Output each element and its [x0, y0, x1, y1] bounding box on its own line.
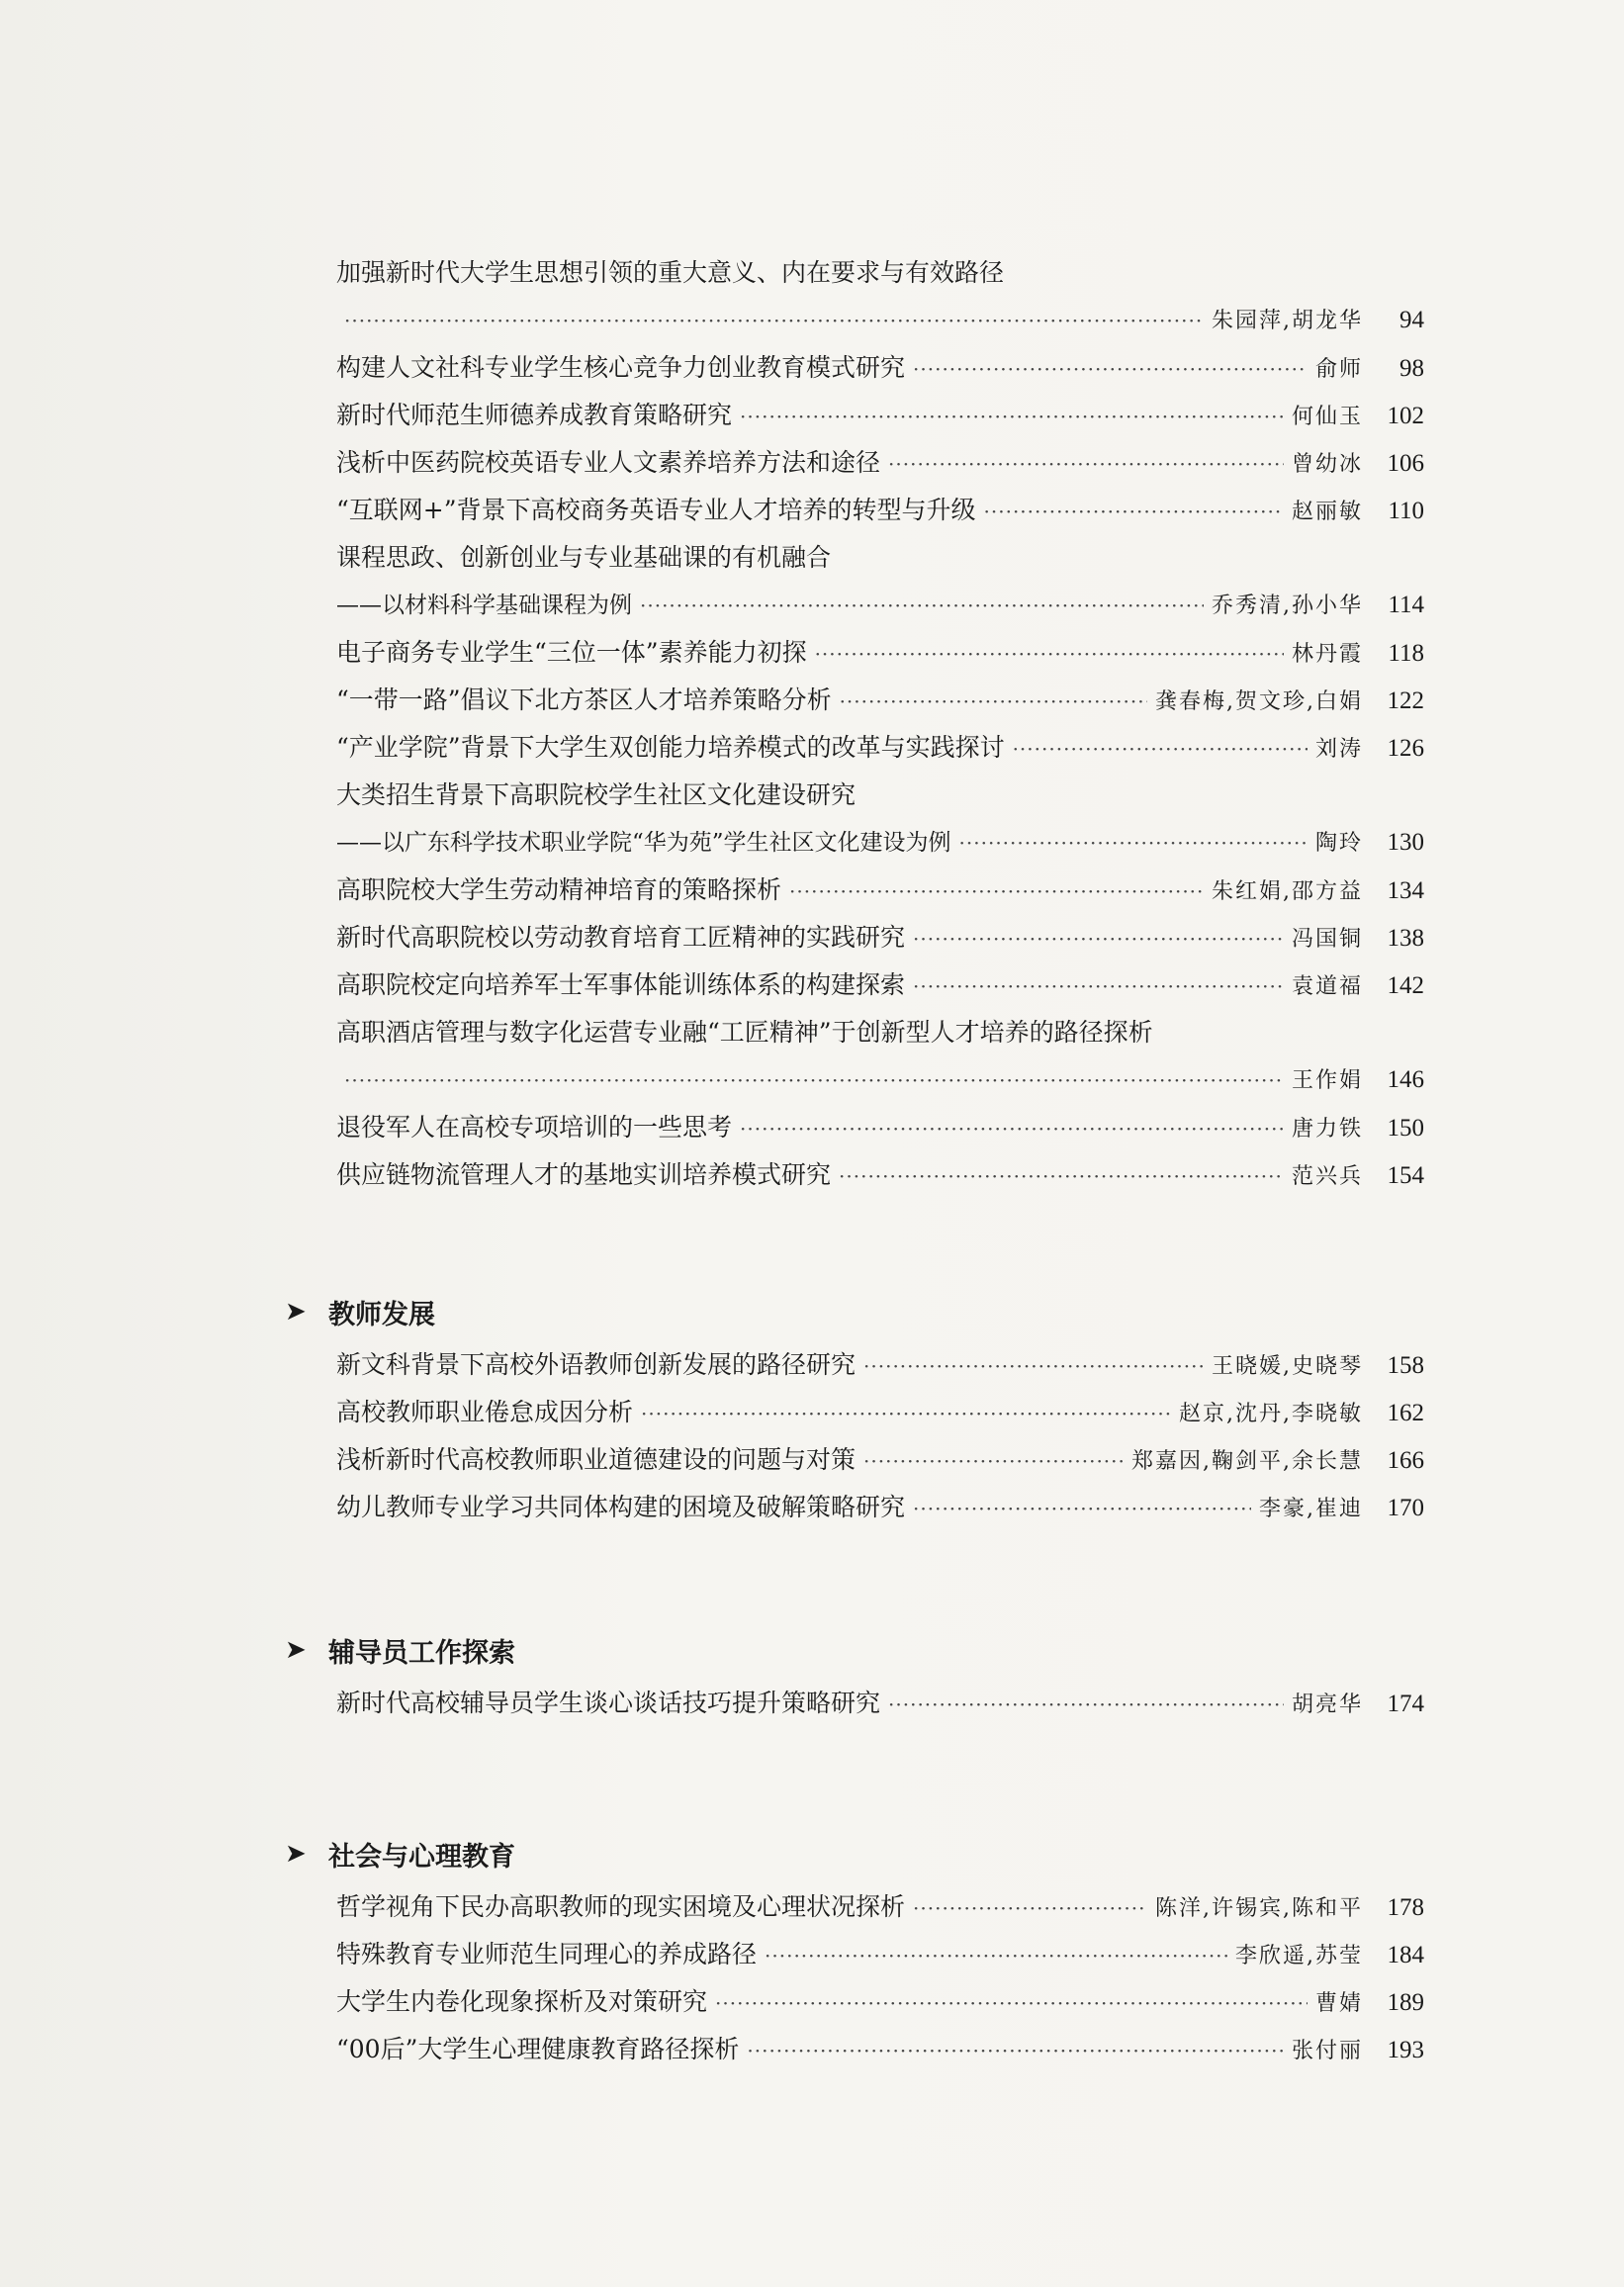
toc-entry[interactable]	[336, 1341, 1424, 1389]
entry-authors: 李豪,崔迪	[1259, 1497, 1363, 1521]
entry-title: 大类招生背景下高职院校学生社区文化建设研究	[336, 780, 857, 809]
leader-dots	[959, 819, 1308, 867]
leader-dots	[863, 1342, 1204, 1390]
leader-dots	[789, 868, 1204, 915]
entry-row	[336, 819, 1424, 867]
entry-page-number: 114	[1388, 592, 1424, 618]
entry-authors: 何仙玉	[1291, 405, 1363, 429]
entry-row	[336, 961, 1424, 1009]
entry-authors: 曾幼冰	[1291, 452, 1363, 477]
entry-page-number: 142	[1387, 972, 1424, 999]
leader-dots	[1013, 725, 1308, 773]
toc-entry[interactable]	[336, 392, 1424, 439]
entry-row	[336, 1341, 1424, 1389]
entry-title: 构建人文社科专业学生核心竞争力创业教育模式研究	[336, 353, 906, 382]
entry-page-number: 122	[1387, 687, 1424, 714]
arrow-icon: ➤	[285, 1297, 307, 1326]
toc-entry[interactable]	[336, 1931, 1424, 1978]
section-spacer	[336, 1531, 1424, 1626]
entry-page-number: 134	[1387, 877, 1424, 904]
table-of-contents	[285, 249, 1424, 2073]
entry-page-number: 162	[1387, 1400, 1424, 1426]
entry-authors: 乔秀清,孙小华	[1212, 594, 1363, 618]
entry-authors: 郑嘉因,鞠剑平,余长慧	[1131, 1449, 1363, 1474]
entry-title: 新时代高职院校以劳动教育培育工匠精神的实践研究	[336, 923, 906, 952]
entry-row	[336, 582, 1424, 629]
entry-row	[336, 1883, 1424, 1931]
entry-row	[336, 1680, 1424, 1727]
entry-page-number: 193	[1387, 2037, 1424, 2063]
toc-entry[interactable]	[336, 1883, 1424, 1931]
entry-authors: 陶玲	[1314, 831, 1363, 856]
entry-title: 特殊教育专业师范生同理心的养成路径	[336, 1940, 758, 1968]
entry-row	[336, 677, 1424, 724]
entry-row	[336, 1484, 1424, 1531]
toc-entry[interactable]	[336, 2026, 1424, 2073]
entry-page-number: 106	[1387, 450, 1424, 477]
toc-entry[interactable]	[336, 487, 1424, 534]
leader-dots	[740, 393, 1284, 440]
leader-dots	[344, 297, 1204, 344]
entry-authors: 朱园萍,胡龙华	[1212, 309, 1363, 333]
entry-page-number: 178	[1387, 1894, 1424, 1921]
toc-entry[interactable]	[336, 724, 1424, 772]
entry-title: 浅析中医药院校英语专业人文素养培养方法和途径	[336, 448, 881, 477]
entry-page-number: 189	[1387, 1989, 1424, 2016]
entry-row	[336, 1104, 1424, 1151]
leader-dots	[888, 440, 1284, 488]
arrow-icon: ➤	[285, 1635, 307, 1665]
leader-dots	[913, 962, 1284, 1010]
leader-dots	[840, 678, 1147, 725]
entry-title: 新文科背景下高校外语教师创新发展的路径研究	[336, 1350, 857, 1379]
entry-row	[336, 344, 1424, 392]
entry-authors: 袁道福	[1291, 974, 1363, 999]
entry-authors: 林丹霞	[1291, 642, 1363, 667]
toc-entry[interactable]	[336, 1151, 1424, 1199]
entry-row	[336, 487, 1424, 534]
entry-title: 高职院校大学生劳动精神培育的策略探析	[336, 875, 782, 904]
entry-page-number: 118	[1388, 640, 1424, 667]
entry-title: 高校教师职业倦怠成因分析	[336, 1398, 634, 1426]
entry-authors: 赵丽敏	[1291, 500, 1363, 524]
entry-page-number: 150	[1387, 1115, 1424, 1142]
entry-page-number: 126	[1387, 735, 1424, 762]
leader-dots	[765, 1932, 1227, 1979]
toc-entry[interactable]	[336, 867, 1424, 914]
toc-entry[interactable]	[336, 914, 1424, 961]
entry-title: 新时代师范生师德养成教育策略研究	[336, 401, 733, 429]
entry-row	[336, 724, 1424, 772]
leader-dots	[913, 1485, 1251, 1532]
section-title: 社会与心理教育	[328, 1841, 515, 1873]
entry-authors: 冯国铜	[1291, 927, 1363, 952]
toc-entry[interactable]	[336, 629, 1424, 677]
entry-authors: 胡亮华	[1291, 1692, 1363, 1717]
toc-entry[interactable]	[336, 1389, 1424, 1436]
entry-title: 加强新时代大学生思想引领的重大意义、内在要求与有效路径	[336, 258, 1005, 287]
entry-title: 电子商务专业学生“三位一体”素养能力初探	[336, 638, 807, 667]
leader-dots	[344, 1056, 1284, 1104]
entry-title: “00后”大学生心理健康教育路径探析	[336, 2035, 740, 2063]
toc-entry[interactable]	[336, 534, 1424, 629]
leader-dots	[863, 1437, 1124, 1485]
entry-page-number: 184	[1387, 1942, 1424, 1968]
entry-title: 幼儿教师专业学习共同体构建的困境及破解策略研究	[336, 1493, 906, 1521]
entry-page-number: 158	[1387, 1352, 1424, 1379]
entry-title: 大学生内卷化现象探析及对策研究	[336, 1987, 708, 2016]
entry-row	[336, 1151, 1424, 1199]
entry-title: “产业学院”背景下大学生双创能力培养模式的改革与实践探讨	[336, 733, 1005, 762]
entry-authors: 陈洋,许锡宾,陈和平	[1155, 1896, 1363, 1921]
entry-title: 高职酒店管理与数字化运营专业融“工匠精神”于创新型人才培养的路径探析	[336, 1018, 1153, 1047]
entry-page-number: 174	[1387, 1691, 1424, 1717]
entry-authors: 赵京,沈丹,李晓敏	[1179, 1402, 1363, 1426]
section-heading	[285, 1288, 1424, 1335]
entry-title: 课程思政、创新创业与专业基础课的有机融合	[336, 543, 832, 572]
section-spacer	[336, 1727, 1424, 1830]
toc-entry[interactable]	[336, 1009, 1424, 1104]
entry-authors: 龚春梅,贺文珍,白娟	[1155, 689, 1363, 714]
leader-dots	[984, 488, 1284, 535]
entry-title: 高职院校定向培养军士军事体能训练体系的构建探索	[336, 970, 906, 999]
toc-entry[interactable]	[336, 772, 1424, 867]
section-heading	[285, 1626, 1424, 1674]
section-spacer	[336, 1199, 1424, 1288]
entry-authors: 王作娟	[1291, 1068, 1363, 1093]
entry-row	[336, 392, 1424, 439]
entry-page-number: 98	[1399, 355, 1424, 382]
entry-authors: 范兴兵	[1291, 1164, 1363, 1189]
leader-dots	[815, 630, 1284, 678]
entry-row	[336, 1389, 1424, 1436]
leader-dots	[913, 915, 1284, 962]
entry-row	[336, 297, 1424, 344]
toc-entry[interactable]	[336, 249, 1424, 344]
entry-title: “互联网+”背景下高校商务英语专业人才培养的转型与升级	[336, 496, 976, 524]
entry-row	[336, 1436, 1424, 1484]
entry-title: 浅析新时代高校教师职业道德建设的问题与对策	[336, 1445, 857, 1474]
entry-authors: 朱红娟,邵方益	[1212, 879, 1363, 904]
entry-row	[336, 867, 1424, 914]
entry-row	[336, 1978, 1424, 2026]
entry-page-number: 170	[1387, 1495, 1424, 1521]
entry-authors: 刘涛	[1314, 737, 1363, 762]
entry-authors: 俞师	[1314, 357, 1363, 382]
entry-page-number: 154	[1387, 1162, 1424, 1189]
section-title: 辅导员工作探索	[328, 1637, 515, 1669]
toc-entry[interactable]	[336, 1978, 1424, 2026]
entry-title: 新时代高校辅导员学生谈心谈话技巧提升策略研究	[336, 1689, 881, 1717]
leader-dots	[641, 1390, 1171, 1437]
entry-row	[336, 1056, 1424, 1104]
entry-title: 供应链物流管理人才的基地实训培养模式研究	[336, 1160, 832, 1189]
entry-authors: 王晓媛,史晓琴	[1212, 1354, 1363, 1379]
toc-entry[interactable]	[336, 439, 1424, 487]
toc-entry[interactable]	[336, 961, 1424, 1009]
entry-authors: 曹婧	[1314, 1991, 1363, 2016]
entry-row	[336, 914, 1424, 961]
entry-subtitle: ——以材料科学基础课程为例	[336, 593, 632, 618]
section-heading	[285, 1830, 1424, 1877]
leader-dots	[715, 1979, 1308, 2027]
toc-entry[interactable]	[336, 344, 1424, 392]
entry-page-number: 94	[1399, 307, 1424, 333]
entry-title: 哲学视角下民办高职教师的现实困境及心理状况探析	[336, 1892, 906, 1921]
leader-dots	[740, 1105, 1284, 1152]
leader-dots	[640, 582, 1204, 629]
toc-entry[interactable]	[336, 1484, 1424, 1531]
section-title: 教师发展	[328, 1299, 435, 1330]
entry-page-number: 166	[1387, 1447, 1424, 1474]
entry-page-number: 110	[1388, 498, 1424, 524]
entry-authors: 唐力铁	[1291, 1117, 1363, 1142]
entry-subtitle: ——以广东科学技术职业学院“华为苑”学生社区文化建设为例	[336, 830, 951, 856]
entry-row	[336, 439, 1424, 487]
toc-entry[interactable]	[336, 677, 1424, 724]
toc-entry[interactable]	[336, 1104, 1424, 1151]
toc-entry[interactable]	[336, 1436, 1424, 1484]
entry-page-number: 102	[1387, 403, 1424, 429]
entry-title: “一带一路”倡议下北方茶区人才培养策略分析	[336, 686, 832, 714]
arrow-icon: ➤	[285, 1839, 307, 1869]
entry-row	[336, 2026, 1424, 2073]
entry-page-number: 138	[1387, 925, 1424, 952]
entry-row	[336, 629, 1424, 677]
leader-dots	[913, 1884, 1147, 1932]
leader-dots	[888, 1681, 1284, 1728]
entry-title: 退役军人在高校专项培训的一些思考	[336, 1113, 733, 1142]
toc-entry[interactable]	[336, 1680, 1424, 1727]
entry-page-number: 146	[1387, 1066, 1424, 1093]
entry-row	[336, 1931, 1424, 1978]
entry-authors: 李欣遥,苏莹	[1235, 1944, 1363, 1968]
leader-dots	[839, 1152, 1284, 1200]
leader-dots	[913, 345, 1308, 393]
entry-authors: 张付丽	[1291, 2039, 1363, 2063]
leader-dots	[747, 2027, 1284, 2074]
entry-page-number: 130	[1387, 829, 1424, 856]
